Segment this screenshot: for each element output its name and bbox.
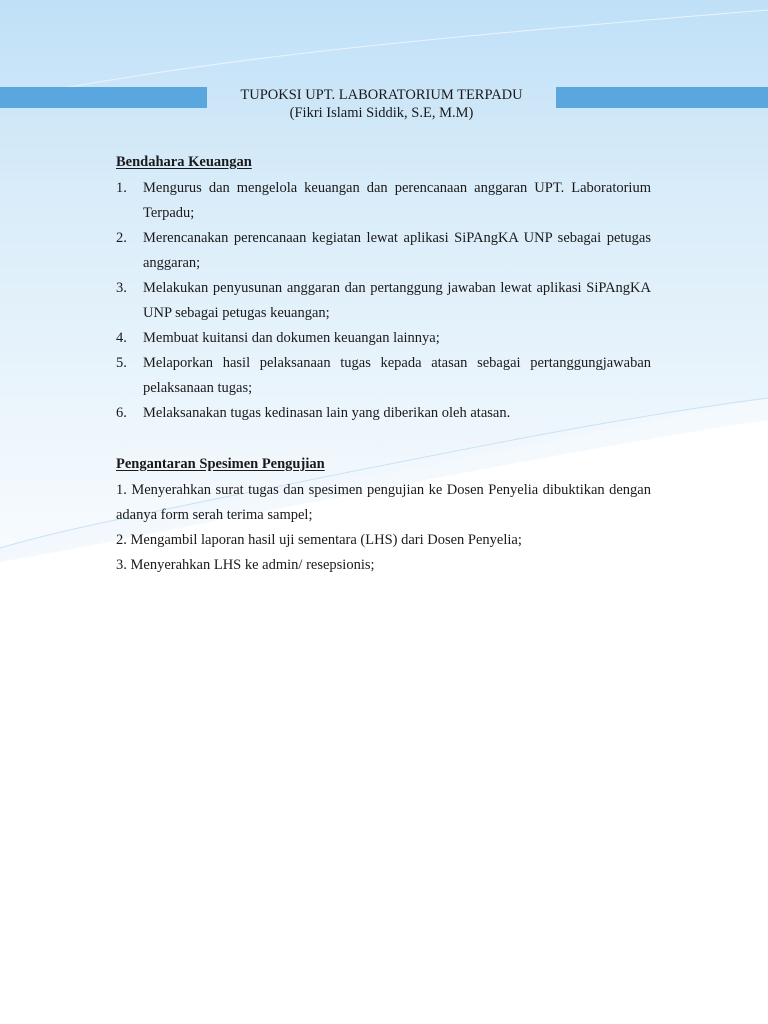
pengantaran-item-3: 3. Menyerahkan LHS ke admin/ resepsionis; (116, 557, 375, 573)
pengantaran-item-2: 2. Mengambil laporan hasil uji sementara (LHS) dari Dosen Penyelia; (116, 532, 522, 548)
item-text: Membuat kuitansi dan dokumen keuangan lainnya; (143, 330, 440, 346)
section-heading-pengantaran: Pengantaran Spesimen Pengujian (116, 456, 325, 472)
bendahara-task-list (116, 176, 651, 426)
list-item (116, 226, 651, 276)
item-text: Mengurus dan mengelola keuangan dan perencanaan anggaran UPT. Laboratorium Terpadu; (143, 180, 651, 221)
document-subtitle: (Fikri Islami Siddik, S.E, M.M) (289, 105, 474, 121)
list-item (116, 401, 651, 426)
item-text: Melaporkan hasil pelaksanaan tugas kepada atasan sebagai pertanggungjawaban pelaksanaan tugas; (143, 355, 651, 396)
item-number: 1. (116, 180, 127, 196)
item-number: 5. (116, 355, 127, 371)
item-number: 4. (116, 330, 127, 346)
section-heading-bendahara: Bendahara Keuangan (116, 154, 252, 170)
list-item (116, 326, 651, 351)
list-item (116, 176, 651, 226)
item-number: 2. (116, 230, 127, 246)
item-text: Melaksanakan tugas kedinasan lain yang diberikan oleh atasan. (143, 405, 511, 421)
item-number: 6. (116, 405, 127, 421)
pengantaran-item-1: 1. Menyerahkan surat tugas dan spesimen pengujian ke Dosen Penyelia dibuktikan dengan adanya form serah terima sampel; (116, 482, 651, 523)
item-number: 3. (116, 280, 127, 296)
header-band-right (556, 87, 768, 108)
item-text: Melakukan penyusunan anggaran dan pertanggung jawaban lewat aplikasi SiPAngKA UNP sebagai petugas keuangan; (143, 280, 651, 321)
document-title: TUPOKSI UPT. LABORATORIUM TERPADU (240, 87, 523, 103)
list-item (116, 351, 651, 401)
header-band-left (0, 87, 207, 108)
document-header (207, 86, 556, 122)
list-item (116, 276, 651, 326)
item-text: Merencanakan perencanaan kegiatan lewat aplikasi SiPAngKA UNP sebagai petugas anggaran; (143, 230, 651, 271)
